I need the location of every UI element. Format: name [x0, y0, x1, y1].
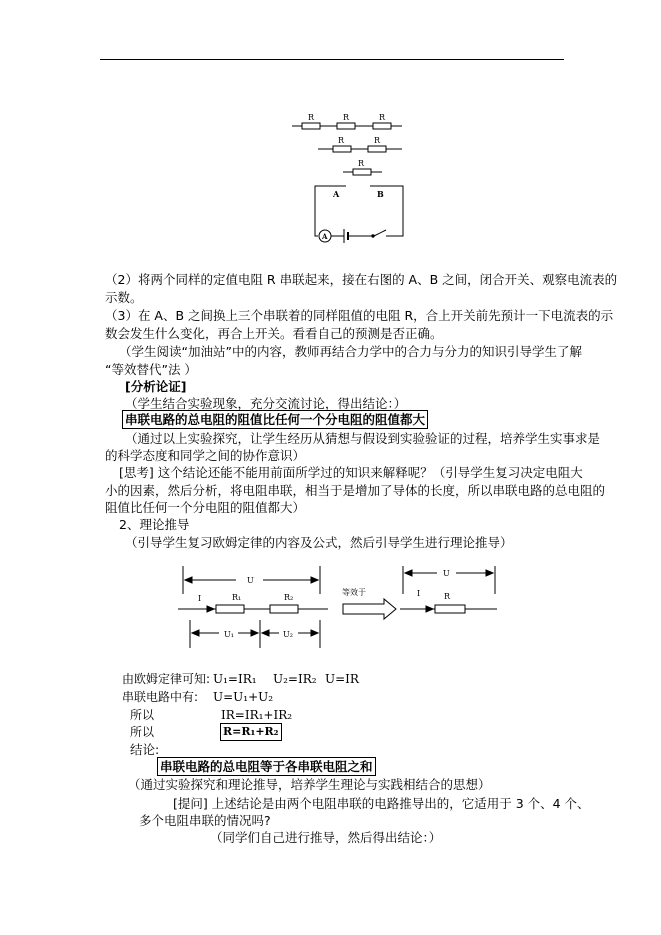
voltage-label: U₁ — [224, 630, 234, 639]
conclusion-box: 串联电路的总电阻的阻值比任何一个分电阻的阻值都大 — [122, 410, 428, 429]
paragraph-line: [提问] 上述结论是由两个电阻串联的电路推导出的，它适用于 3 个、4 个、 — [173, 796, 590, 811]
resistor-label: R — [379, 113, 386, 122]
paragraph-line: 小的因素，然后分析，将电阻串联，相当于是增加了导体的长度，所以串联电路的总电阻的 — [105, 483, 606, 498]
paragraph-line: 数会发生什么变化，再合上开关。看看自己的预测是否正确。 — [105, 326, 443, 341]
paragraph-line: （2）将两个同样的定值电阻 R 串联起来，接在右图的 A、B 之间，闭合开关、观察电流表的 — [105, 272, 618, 287]
paragraph-line: （通过以上实验探究，让学生经历从猜想与假设到实验验证的过程，培养学生实事求是 — [125, 431, 601, 446]
current-label: I — [417, 589, 421, 598]
section-heading: 2、理论推导 — [119, 517, 190, 532]
equation: IR=IR₁+IR₂ — [221, 708, 293, 722]
result-equation-box: R=R₁+R₂ — [220, 723, 282, 741]
ammeter-icon: A — [322, 232, 328, 241]
paragraph-line: 多个电阻串联的情况吗? — [139, 813, 271, 828]
equation-label: 串联电路中有: — [122, 690, 199, 704]
paragraph-line: （学生结合实验现象，充分交流讨论，得出结论：） — [125, 396, 407, 411]
equation-label: 由欧姆定律可知: — [122, 672, 211, 686]
paragraph-line: 示数。 — [105, 290, 143, 305]
equation: U₁=IR₁ — [213, 672, 257, 686]
resistor-label: R — [358, 159, 365, 168]
circuit-figure — [0, 0, 661, 260]
equation: U₂=IR₂ — [273, 672, 317, 686]
paragraph-line: （同学们自己进行推导，然后得出结论：） — [210, 830, 442, 845]
paragraph-line: （学生阅读“加油站”中的内容，教师再结合力学中的合力与分力的知识引导学生了解 — [119, 344, 582, 359]
resistor-label: R₂ — [284, 593, 294, 602]
equivalent-label: 等效于 — [342, 588, 366, 597]
resistor-label: R₁ — [232, 593, 242, 602]
paragraph-line: “等效替代”法 ） — [105, 362, 197, 377]
equation: U=IR — [325, 672, 359, 686]
paragraph-line: （通过实验探究和理论推导，培养学生理论与实践相结合的思想） — [128, 777, 491, 792]
resistor-label: R — [343, 113, 350, 122]
conclusion-box: 串联电路的总电阻等于各串联电阻之和 — [157, 757, 376, 776]
current-label: I — [198, 594, 202, 603]
conclusion-label: 结论: — [130, 742, 160, 757]
equation: U=U₁+U₂ — [213, 690, 274, 704]
resistor-label: R — [308, 113, 315, 122]
equation-label: 所以 — [130, 725, 155, 739]
voltage-label: U — [247, 576, 254, 585]
resistor-label: R — [444, 592, 451, 601]
node-b-label: B — [377, 189, 384, 199]
paragraph-line: （引导学生复习欧姆定律的内容及公式，然后引导学生进行理论推导） — [125, 535, 513, 550]
paragraph-line: （3）在 A、B 之间换上三个串联着的同样阻值的电阻 R，合上开关前先预计一下电流表的示 — [105, 308, 614, 323]
voltage-label: U — [443, 569, 450, 578]
paragraph-line: 的科学态度和同学之间的协作意识） — [105, 448, 306, 463]
node-a-label: A — [333, 189, 340, 199]
voltage-label: U₂ — [283, 630, 293, 639]
section-heading: [分析论证] — [125, 379, 187, 394]
resistor-label: R — [338, 136, 345, 145]
paragraph-line: [思考] 这个结论还能不能用前面所学过的知识来解释呢？（引导学生复习决定电阻大 — [119, 465, 583, 480]
resistor-label: R — [374, 136, 381, 145]
paragraph-line: 阻值比任何一个分电阻的阻值都大） — [105, 500, 306, 515]
equation-label: 所以 — [130, 708, 155, 722]
